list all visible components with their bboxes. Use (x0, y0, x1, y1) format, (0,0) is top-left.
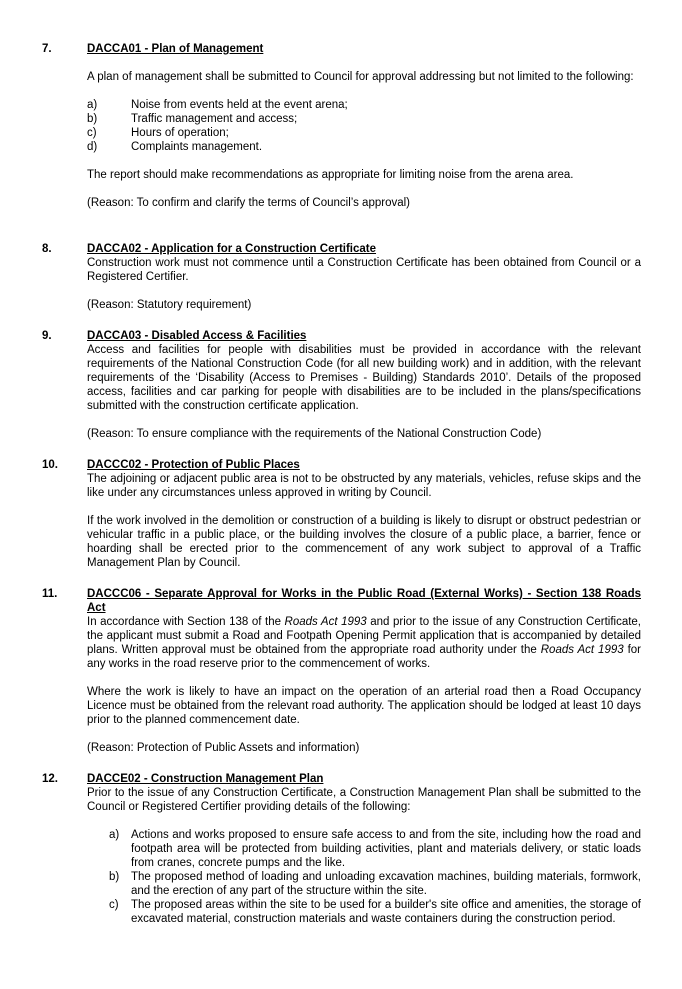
condition-paragraph: The report should make recommendations as appropriate for limiting noise from the arena area. (87, 169, 574, 181)
list-item: b) Traffic management and access; (87, 113, 298, 125)
list-item: a) Actions and works proposed to ensure safe access to and from the site, including how the road and footpath area will be protected from building activities, plant and materials delivery, or static loads from cranes, concrete pumps and the like. (109, 829, 641, 869)
condition-list (87, 98, 641, 154)
condition-title: DACCA02 - Application for a Construction Certificate (87, 243, 377, 255)
condition-title: DACCC06 - Separate Approval for Works in the Public Road (External Works) - Section 138 Roads Act (87, 588, 641, 614)
condition-body (87, 458, 641, 570)
condition-list (87, 828, 641, 926)
condition-text-2: If the work involved in the demolition or construction of a building is likely to disrupt or obstruct pedestrian or vehicular traffic in a public place, or the building involves the closure of a public place, a barrier, fence or hoarding shall be erected prior to the commencement of any work subject to approval of a Traffic Management Plan by Council. (87, 515, 641, 569)
condition-title: DACCC02 - Protection of Public Places (87, 459, 300, 471)
condition-body (87, 329, 641, 441)
condition-number: 7. (42, 43, 52, 55)
condition-reason: (Reason: Statutory requirement) (87, 299, 252, 311)
condition-body (87, 587, 641, 755)
condition-reason: (Reason: To confirm and clarify the terms of Council’s approval) (87, 197, 410, 209)
condition-text: Access and facilities for people with disabilities must be provided in accordance with the relevant requirements of the National Construction Code (for all new building work) and in addition, with the relevant requirements of the ‘Disability (Access to Premises - Building) Standards 2010’. Details of the proposed access, facilities and car parking for people with disabilities are to be included in the plans/specifications submitted with the construction certificate application. (87, 344, 641, 412)
condition-body (87, 42, 641, 210)
condition-body (87, 242, 641, 312)
list-item: d) Complaints management. (87, 141, 263, 153)
condition-text: The adjoining or adjacent public area is not to be obstructed by any materials, vehicles, refuse skips and the like under any circumstances unless approved in writing by Council. (87, 473, 641, 499)
condition-title: DACCA03 - Disabled Access & Facilities (87, 330, 307, 342)
condition-text: In accordance with Section 138 of the Roads Act 1993 and prior to the issue of any Construction Certificate, the applicant must submit a Road and Footpath Opening Permit application that is accompanied by detailed plans. Written approval must be obtained from the appropriate road authority under the Roads Act 1993 for any works in the road reserve prior to the commencement of works. (87, 616, 642, 670)
condition-intro: A plan of management shall be submitted to Council for approval addressing but not limited to the following: (87, 71, 634, 83)
condition-title: DACCA01 - Plan of Management (87, 43, 264, 55)
condition-number: 10. (42, 459, 58, 471)
list-item: a) Noise from events held at the event arena; (87, 99, 348, 111)
list-item: b) The proposed method of loading and unloading excavation machines, building materials, formwork, and the erection of any part of the structure within the site. (109, 871, 641, 897)
condition-body (87, 772, 641, 926)
condition-text-2: Where the work is likely to have an impact on the operation of an arterial road then a Road Occupancy Licence must be obtained from the relevant road authority. The application should be lodged at least 10 days prior to the planned commencement date. (87, 686, 641, 726)
list-item: c) Hours of operation; (87, 127, 229, 139)
condition-reason: (Reason: To ensure compliance with the requirements of the National Construction Code) (87, 428, 542, 440)
condition-title: DACCE02 - Construction Management Plan (87, 773, 324, 785)
condition-number: 9. (42, 330, 52, 342)
condition-reason: (Reason: Protection of Public Assets and information) (87, 742, 360, 754)
condition-text: Construction work must not commence until a Construction Certificate has been obtained from Council or a Registered Certifier. (87, 257, 641, 283)
condition-number: 11. (42, 588, 58, 600)
condition-number: 12. (42, 773, 58, 785)
condition-number: 8. (42, 243, 52, 255)
condition-text: Prior to the issue of any Construction Certificate, a Construction Management Plan shall be submitted to the Council or Registered Certifier providing details of the following: (87, 787, 641, 813)
list-item: c) The proposed areas within the site to be used for a builder's site office and amenities, the storage of excavated material, construction materials and waste containers during the construction period. (109, 899, 641, 925)
